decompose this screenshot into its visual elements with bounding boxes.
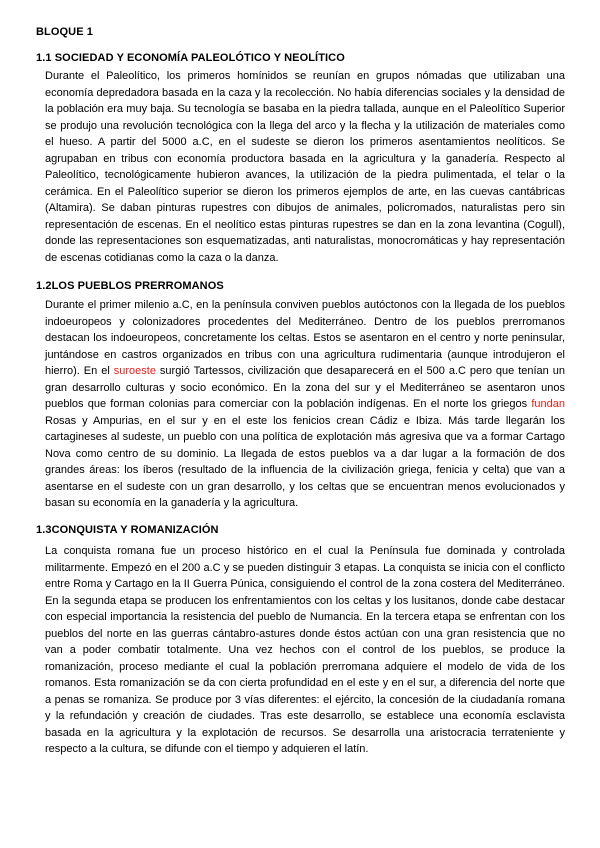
section-paragraph-paleolitico-neolitico: Durante el Paleolítico, los primeros homínidos se reunían en grupos nómadas que utilizaban una economía depredadora basada en la caza y la recolección. No había diferencias sociales y la densidad de la población era muy baja. Su tecnología se basaba en la piedra tallada, aunque en el Paleolítico Superior se produjo una revolución tecnológica con la llega del arco y la flecha y la utilización de materiales como el hueso. A partir del 5000 a.C, en el sudeste se dieron los primeros asentamientos neolíticos. Se agrupaban en tribus con economía productora basada en la agricultura y la ganadería. Respecto al Paleolítico, tecnológicamente hubieron avances, la utilización de la piedra pulimentada, el telar o la cerámica. En el Paleolítico superior se dieron los primeros ejemplos de arte, en las cuevas cantábricas (Altamira). Se daban pinturas rupestres con dibujos de animales, policromados, naturalistas pero sin representación de escenas. En el neolítico estas pinturas rupestres se dan en la zona levantina (Cogull), donde las representaciones son esquematizadas, anti naturalistas, monocromáticas y hay representación de escenas cotidianas como la caza o la danza. — [45, 70, 565, 264]
section-heading-conquista-romanizacion: 1.3CONQUISTA Y ROMANIZACIÓN — [36, 524, 219, 536]
paragraph-text-part: Rosas y Ampurias, en el sur y en el este los fenicios crean Cádiz e Ibiza. Más tarde llegarán los cartagineses al sudeste, un pueblo con una política de explotación más agresiva que va a formar Cartago Nova como centro de su dominio. La llegada de estos pueblos va a dar lugar a la formación de dos grandes áreas: los íberos (resultado de la influencia de la civilización griega, fenicia y celta) que van a asentarse en el sudeste con un gran desarrollo, y los celtas que se encuentran menos evolucionados y basan su economía en la ganadería y la agricultura. — [45, 414, 565, 509]
section-paragraph-pueblos-prerromanos — [45, 297, 565, 512]
paragraph-text-part: Durante el primer milenio a.C, en la península conviven pueblos autóctonos con la llegada de los pueblos indoeuropeos y colonizadores procedentes del Mediterráneo. Dentro de los pueblos prerromanos destacan los indoeuropeos, concretamente los celtas. Estos se asentaron en el centro y norte peninsular, juntándose en castros organizados en tribus con una agricultura rudimentaria (aunque introdujeron el hierro). En el — [45, 299, 565, 377]
paragraph-text-part: surgió Tartessos, civilización que desaparecerá en el 500 a.C pero que tenían un gran desarrollo culturas y socio económico. En la zona del sur y el Mediterráneo se asentaron unos pueblos que forman colonias para comerciar con la población indígenas. En el norte los griegos — [45, 365, 565, 410]
section-paragraph-conquista-romanizacion: La conquista romana fue un proceso histórico en el cual la Península fue dominada y controlada militarmente. Empezó en el 200 a.C y se pueden distinguir 3 etapas. La conquista se inicia con el conflicto entre Roma y Cartago en la II Guerra Púnica, consiguiendo el control de la zona costera del Mediterráneo. En la segunda etapa se producen los enfrentamientos con los celtas y los lusitanos, donde cabe destacar con especial importancia la resistencia del pueblo de Numancia. En la tercera etapa se enfrentan con los pueblos del norte en las guerras cántabro-astures donde éstos actúan con una gran resistencia que no van a poder combatir totalmente. Una vez hechos con el control de los pueblos, se produce la romanización, proceso mediante el cual la población prerromana adquiere el modelo de vida de los romanos. Esta romanización se da con cierta profundidad en el este y en el sur, a diferencia del norte que a penas se romaniza. Se produce por 3 vías diferentes: el ejército, la concesión de la ciudadanía romana y la refundación y creación de ciudades. Tras este desarrollo, se establece una economía esclavista basada en la agricultura y la explotación de recursos. Se desarrolla una aristocracia terrateniente y respecto a la cultura, se difunde con el tiempo y adquieren el latín. — [45, 545, 565, 755]
highlighted-word-fundan: fundan — [531, 398, 565, 410]
section-heading-pueblos-prerromanos: 1.2LOS PUEBLOS PRERROMANOS — [36, 280, 224, 292]
highlighted-word-suroeste: suroeste — [113, 365, 156, 377]
block-title: BLOQUE 1 — [36, 26, 94, 38]
section-heading-paleolitico-neolitico: 1.1 SOCIEDAD Y ECONOMÍA PALEOLÓTICO Y NEOLÍTICO — [36, 52, 345, 64]
